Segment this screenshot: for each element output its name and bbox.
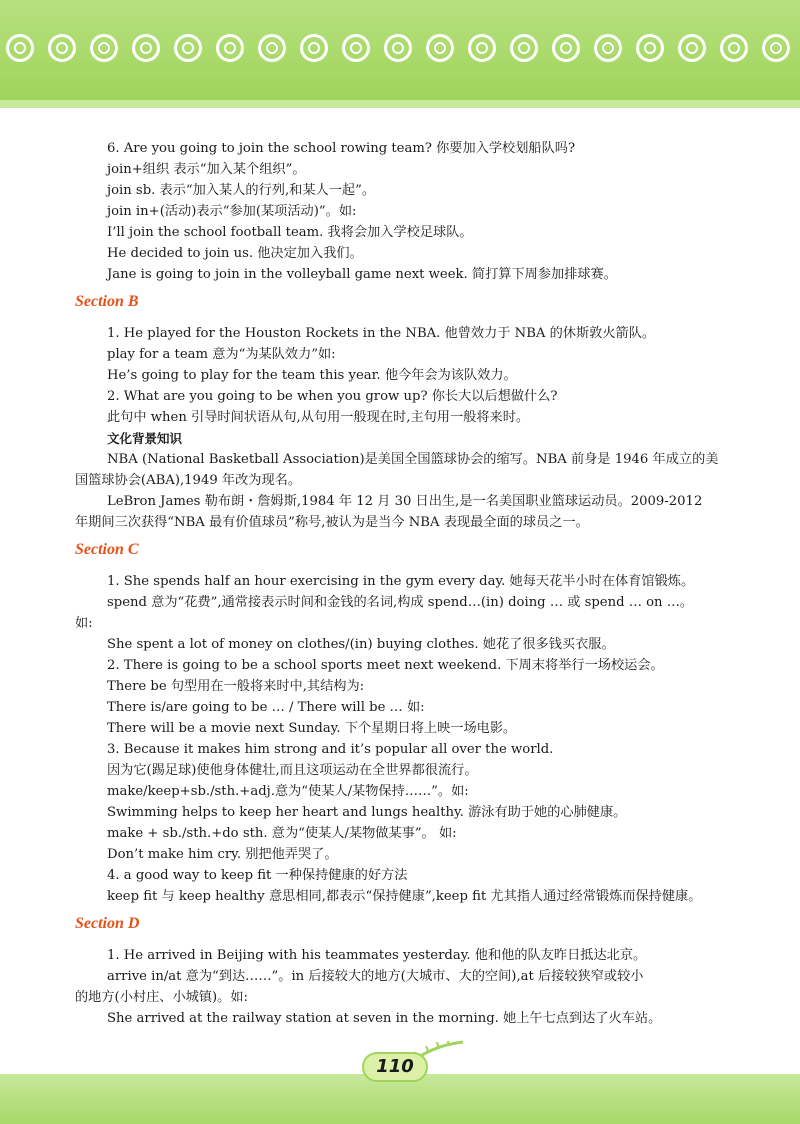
page-content xyxy=(75,138,735,1029)
culture-subheading: 文化背景知识 xyxy=(107,431,183,446)
text-line: There is/are going to be … / There will be … 如: xyxy=(107,700,425,715)
text-line: keep fit 与 keep healthy 意思相同,都表示“保持健康”,keep fit 尤其指人通过经常锻炼而保持健康。 xyxy=(107,889,702,904)
text-line: play for a team 意为“为某队效力”如: xyxy=(107,347,336,362)
text-line: NBA (National Basketball Association)是美国全国篮球协会的缩写。NBA 前身是 1946 年成立的美 xyxy=(107,452,719,467)
text-line: She arrived at the railway station at seven in the morning. 她上午七点到达了火车站。 xyxy=(107,1011,662,1026)
ring-decoration xyxy=(258,34,286,62)
ring-decoration xyxy=(762,34,790,62)
text-line: 4. a good way to keep fit 一种保持健康的好方法 xyxy=(107,868,408,883)
section-d-heading: Section D xyxy=(75,915,140,932)
ring-decoration xyxy=(6,34,34,62)
text-line: 年期间三次获得“NBA 最有价值球员”称号,被认为是当今 NBA 表现最全面的球员之一。 xyxy=(75,515,589,530)
text-line: join+组织 表示“加入某个组织”。 xyxy=(107,162,306,177)
header-band xyxy=(0,0,800,100)
text-line: 因为它(踢足球)使他身体健壮,而且这项运动在全世界都很流行。 xyxy=(107,763,478,778)
text-line: 如: xyxy=(75,616,93,631)
text-line: make + sb./sth.+do sth. 意为“使某人/某物做某事”。 如: xyxy=(107,826,457,841)
text-line: He’s going to play for the team this year. 他今年会为该队效力。 xyxy=(107,368,517,383)
text-line: 的地方(小村庄、小城镇)。如: xyxy=(75,990,248,1005)
section-b-heading: Section B xyxy=(75,293,139,310)
ring-decoration xyxy=(174,34,202,62)
page-number: 110 xyxy=(376,1056,414,1077)
text-line: 1. He played for the Houston Rockets in the NBA. 他曾效力于 NBA 的休斯敦火箭队。 xyxy=(107,326,656,341)
text-line: 2. There is going to be a school sports meet next weekend. 下周末将举行一场校运会。 xyxy=(107,658,664,673)
ring-decoration xyxy=(300,34,328,62)
text-line: 2. What are you going to be when you grow up? 你长大以后想做什么? xyxy=(107,389,558,404)
ring-decoration xyxy=(552,34,580,62)
ring-decoration xyxy=(510,34,538,62)
text-line: make/keep+sb./sth.+adj.意为“使某人/某物保持……”。如: xyxy=(107,784,469,799)
text-line: 3. Because it makes him strong and it’s popular all over the world. xyxy=(107,742,554,757)
text-line: spend 意为“花费”,通常接表示时间和金钱的名词,构成 spend…(in) doing … 或 spend … on …。 xyxy=(107,595,694,610)
ring-decoration xyxy=(636,34,664,62)
text-line: 此句中 when 引导时间状语从句,从句用一般现在时,主句用一般将来时。 xyxy=(107,410,530,425)
section-c-heading: Section C xyxy=(75,541,139,558)
text-line: arrive in/at 意为“到达……”。in 后接较大的地方(大城市、大的空间),at 后接较狭窄或较小 xyxy=(107,969,644,984)
ring-decoration xyxy=(678,34,706,62)
ring-decoration xyxy=(216,34,244,62)
ring-decoration xyxy=(468,34,496,62)
text-line: There will be a movie next Sunday. 下个星期日将上映一场电影。 xyxy=(107,721,517,736)
text-line: Swimming helps to keep her heart and lungs healthy. 游泳有助于她的心肺健康。 xyxy=(107,805,627,820)
text-line: She spent a lot of money on clothes/(in) buying clothes. 她花了很多钱买衣服。 xyxy=(107,637,615,652)
text-line: Jane is going to join in the volleyball game next week. 简打算下周参加排球赛。 xyxy=(107,267,617,282)
ring-decoration xyxy=(48,34,76,62)
text-line: join sb. 表示“加入某人的行列,和某人一起”。 xyxy=(107,183,376,198)
text-line: 1. He arrived in Beijing with his teammates yesterday. 他和他的队友昨日抵达北京。 xyxy=(107,948,647,963)
text-line: I’ll join the school football team. 我将会加入学校足球队。 xyxy=(107,225,473,240)
ring-decoration xyxy=(132,34,160,62)
text-line: LeBron James 勒布朗・詹姆斯,1984 年 12 月 30 日出生,是一名美国职业篮球运动员。2009-2012 xyxy=(107,494,703,509)
header-ring-decoration xyxy=(0,34,800,74)
ring-decoration xyxy=(90,34,118,62)
ring-decoration xyxy=(426,34,454,62)
header-divider xyxy=(0,100,800,108)
text-line: He decided to join us. 他决定加入我们。 xyxy=(107,246,363,261)
ring-decoration xyxy=(384,34,412,62)
text-line: 6. Are you going to join the school rowing team? 你要加入学校划船队吗? xyxy=(107,141,576,156)
text-line: 国篮球协会(ABA),1949 年改为现名。 xyxy=(75,473,302,488)
ring-decoration xyxy=(594,34,622,62)
ring-decoration xyxy=(720,34,748,62)
text-line: Don’t make him cry. 别把他弄哭了。 xyxy=(107,847,338,862)
text-line: join in+(活动)表示“参加(某项活动)”。如: xyxy=(107,204,357,219)
text-line: There be 句型用在一般将来时中,其结构为: xyxy=(107,679,365,694)
text-line: 1. She spends half an hour exercising in the gym every day. 她每天花半小时在体育馆锻炼。 xyxy=(107,574,695,589)
page-number-badge xyxy=(362,1048,432,1086)
ring-decoration xyxy=(342,34,370,62)
